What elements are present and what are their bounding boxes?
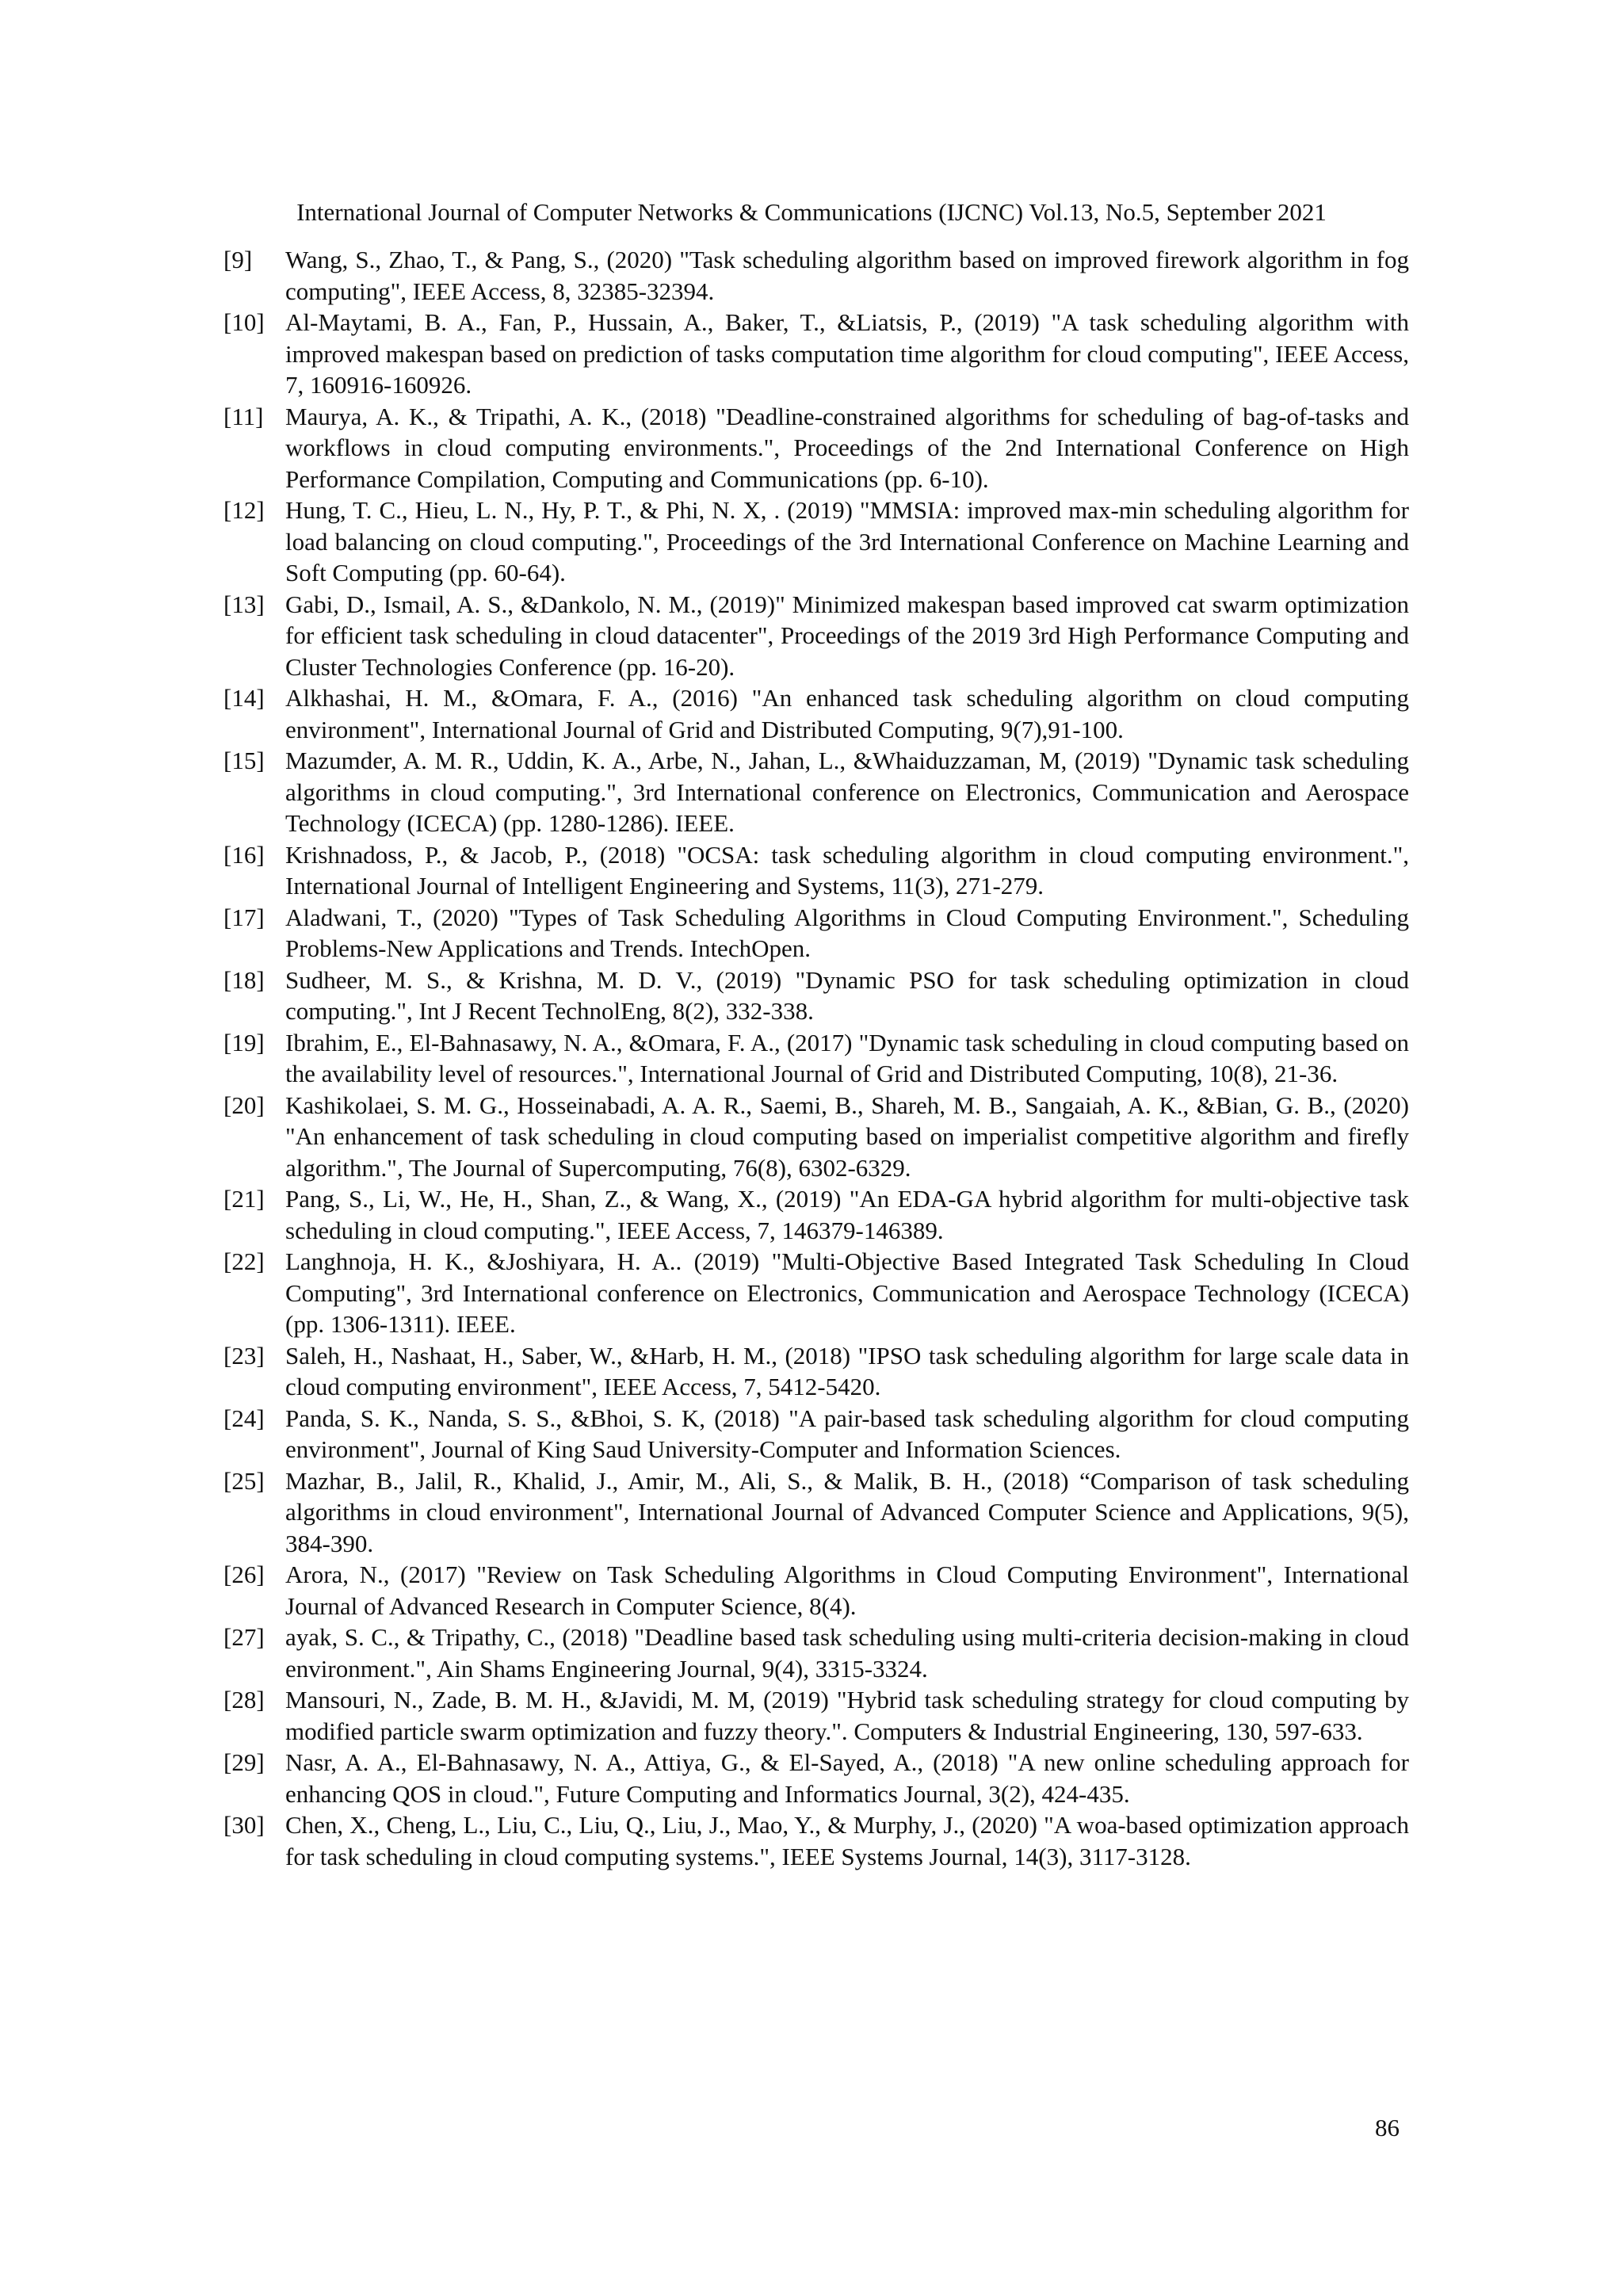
reference-number: [10] [223,308,265,336]
reference-item [223,244,1409,307]
reference-number: [11] [223,402,264,430]
reference-text: Pang, S., Li, W., He, H., Shan, Z., & Wang, X., (2019) "An EDA-GA hybrid algorithm for multi-objective task scheduling in cloud computing.", IEEE Access, 7, 146379-146389. [285,1185,1409,1244]
reference-text: Mazumder, A. M. R., Uddin, K. A., Arbe, N., Jahan, L., &Whaiduzzaman, M, (2019) "Dynamic task scheduling algorithms in cloud computing.", 3rd International conference on Electronics, Communication and Aerospace Technology (ICECA) (pp. 1280-1286). IEEE. [285,747,1409,837]
reference-text: Ibrahim, E., El-Bahnasawy, N. A., &Omara, F. A., (2017) "Dynamic task scheduling in cloud computing based on the availability level of resources.", International Journal of Grid and Distributed Computing, 10(8), 21-36. [285,1028,1409,1087]
reference-item [223,1809,1409,1872]
reference-list [223,244,1409,1872]
reference-item [223,1246,1409,1340]
reference-item [223,1684,1409,1747]
reference-number: [18] [223,965,265,994]
reference-number: [25] [223,1466,265,1495]
reference-number: [14] [223,684,265,712]
reference-item [223,401,1409,495]
reference-text: Alkhashai, H. M., &Omara, F. A., (2016) "An enhanced task scheduling algorithm on cloud computing environment", International Journal of Grid and Distributed Computing, 9(7),91-100. [285,684,1409,743]
reference-text: Krishnadoss, P., & Jacob, P., (2018) "OCSA: task scheduling algorithm in cloud computing environment.", International Journal of Intelligent Engineering and Systems, 11(3), 271-279. [285,840,1409,900]
reference-number: [13] [223,590,265,618]
reference-item [223,495,1409,589]
reference-number: [9] [223,246,253,273]
reference-item [223,1622,1409,1684]
reference-number: [26] [223,1561,265,1588]
reference-text: Mazhar, B., Jalil, R., Khalid, J., Amir, M., Ali, S., & Malik, B. H., (2018) “Comparison of task scheduling algorithms in cloud environment", International Journal of Advanced Computer Science and Applications, 9(5), 384-390. [285,1466,1409,1557]
reference-number: [15] [223,747,265,774]
reference-number: [24] [223,1404,265,1432]
reference-text: Sudheer, M. S., & Krishna, M. D. V., (2019) "Dynamic PSO for task scheduling optimization in cloud computing.", Int J Recent TechnolEng, 8(2), 332-338. [285,965,1409,1025]
reference-item [223,1747,1409,1809]
reference-number: [30] [223,1811,265,1839]
reference-number: [22] [223,1247,265,1275]
reference-number: [20] [223,1091,265,1119]
reference-text: Arora, N., (2017) "Review on Task Scheduling Algorithms in Cloud Computing Environment", International Journal of Advanced Research in Computer Science, 8(4). [285,1561,1409,1620]
reference-item [223,745,1409,839]
reference-item [223,1465,1409,1560]
reference-item [223,1340,1409,1403]
reference-number: [28] [223,1686,265,1713]
reference-text: ayak, S. C., & Tripathy, C., (2018) "Deadline based task scheduling using multi-criteria decision-making in cloud environment.", Ain Shams Engineering Journal, 9(4), 3315-3324. [285,1623,1409,1683]
reference-number: [29] [223,1748,265,1776]
running-header: International Journal of Computer Networks & Communications (IJCNC) Vol.13, No.5, September 2021 [296,198,1327,226]
reference-text: Chen, X., Cheng, L., Liu, C., Liu, Q., Liu, J., Mao, Y., & Murphy, J., (2020) "A woa-based optimization approach for task scheduling in cloud computing systems.", IEEE Systems Journal, 14(3), 3117-3128. [285,1811,1409,1870]
reference-number: [21] [223,1185,265,1213]
reference-item [223,839,1409,902]
reference-item [223,1183,1409,1246]
reference-text: Langhnoja, H. K., &Joshiyara, H. A.. (2019) "Multi-Objective Based Integrated Task Scheduling In Cloud Computing", 3rd International conference on Electronics, Communication and Aerospace Technology (ICECA) (pp. 1306-1311). IEEE. [285,1247,1409,1338]
reference-item [223,902,1409,965]
reference-text: Al-Maytami, B. A., Fan, P., Hussain, A., Baker, T., &Liatsis, P., (2019) "A task scheduling algorithm with improved makespan based on prediction of tasks computation time algorithm for cloud computing", IEEE Access, 7, 160916-160926. [285,308,1409,399]
reference-number: [19] [223,1028,265,1056]
reference-item [223,682,1409,745]
reference-number: [27] [223,1623,265,1651]
reference-text: Aladwani, T., (2020) "Types of Task Scheduling Algorithms in Cloud Computing Environment.", Scheduling Problems-New Applications and Trends. IntechOpen. [285,903,1409,962]
reference-item [223,1559,1409,1622]
reference-item [223,1403,1409,1465]
reference-number: [16] [223,840,265,869]
reference-number: [12] [223,496,265,524]
reference-text: Panda, S. K., Nanda, S. S., &Bhoi, S. K, (2018) "A pair-based task scheduling algorithm for cloud computing environment", Journal of King Saud University-Computer and Information Sciences. [285,1404,1409,1463]
reference-text: Maurya, A. K., & Tripathi, A. K., (2018) "Deadline-constrained algorithms for scheduling of bag-of-tasks and workflows in cloud computing environments.", Proceedings of the 2nd International Conference on High Performance Compilation, Computing and Communications (pp. 6-10). [285,402,1409,493]
reference-text: Hung, T. C., Hieu, L. N., Hy, P. T., & Phi, N. X, . (2019) "MMSIA: improved max-min scheduling algorithm for load balancing on cloud computing.", Proceedings of the 3rd International Conference on Machine Learning and Soft Computing (pp. 60-64). [285,496,1409,586]
reference-item [223,307,1409,401]
reference-text: Saleh, H., Nashaat, H., Saber, W., &Harb, H. M., (2018) "IPSO task scheduling algorithm for large scale data in cloud computing environment", IEEE Access, 7, 5412-5420. [285,1341,1409,1400]
reference-item [223,965,1409,1027]
reference-text: Nasr, A. A., El-Bahnasawy, N. A., Attiya, G., & El-Sayed, A., (2018) "A new online scheduling approach for enhancing QOS in cloud.", Future Computing and Informatics Journal, 3(2), 424-435. [285,1748,1409,1808]
reference-text: Mansouri, N., Zade, B. M. H., &Javidi, M. M, (2019) "Hybrid task scheduling strategy for cloud computing by modified particle swarm optimization and fuzzy theory.". Computers & Industrial Engineering, 130, 597-633. [285,1686,1409,1745]
reference-item [223,1090,1409,1184]
reference-text: Wang, S., Zhao, T., & Pang, S., (2020) "Task scheduling algorithm based on improved firework algorithm in fog computing", IEEE Access, 8, 32385-32394. [285,246,1409,305]
reference-number: [17] [223,903,265,931]
reference-text: Kashikolaei, S. M. G., Hosseinabadi, A. A. R., Saemi, B., Shareh, M. B., Sangaiah, A. K., &Bian, G. B., (2020) "An enhancement of task scheduling in cloud computing based on imperialist competitive algorithm and firefly algorithm.", The Journal of Supercomputing, 76(8), 6302-6329. [285,1091,1409,1182]
reference-number: [23] [223,1341,265,1370]
reference-text: Gabi, D., Ismail, A. S., &Dankolo, N. M., (2019)" Minimized makespan based improved cat swarm optimization for efficient task scheduling in cloud datacenter", Proceedings of the 2019 3rd High Performance Computing and Cluster Technologies Conference (pp. 16-20). [285,590,1409,681]
reference-item [223,1027,1409,1090]
reference-item [223,589,1409,683]
page-number: 86 [1375,2114,1400,2141]
